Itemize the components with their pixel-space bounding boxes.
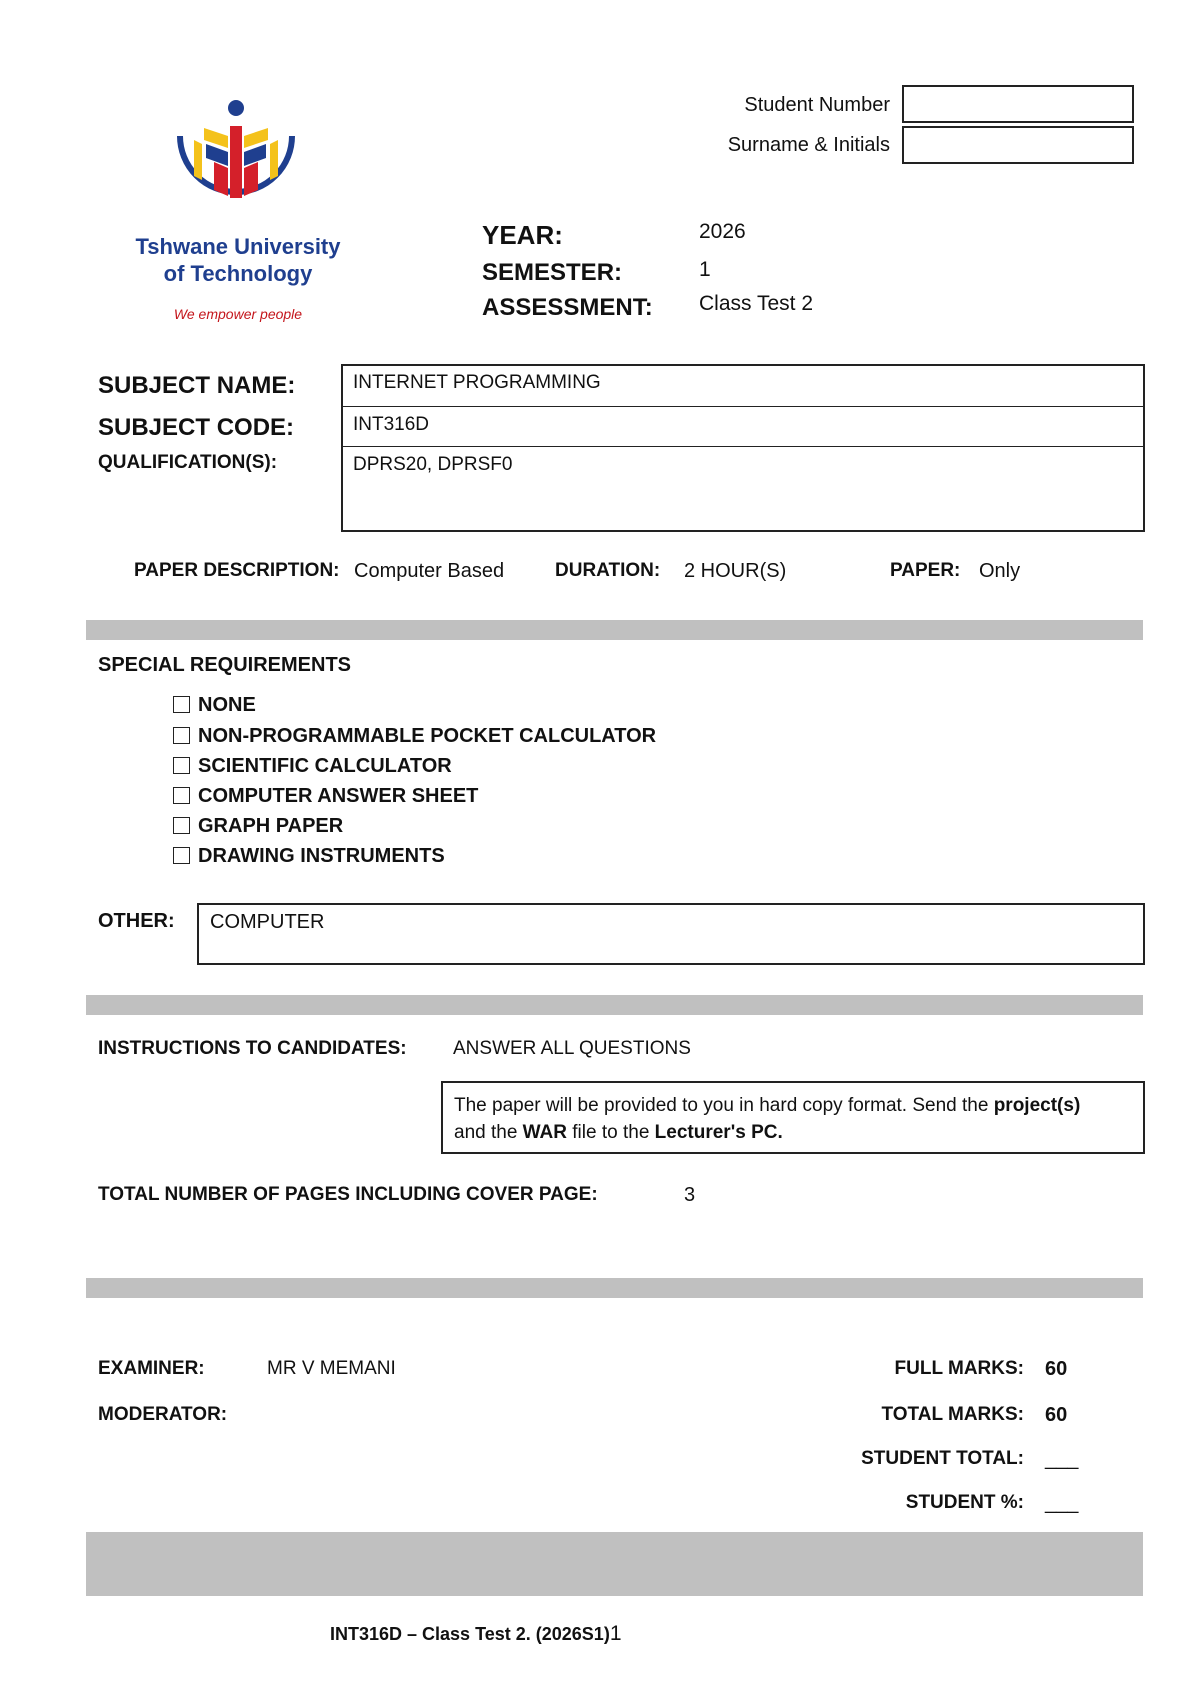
requirement-drawing-instruments[interactable]: DRAWING INSTRUMENTS <box>173 845 445 868</box>
moderator-label: MODERATOR: <box>98 1404 228 1425</box>
student-number-label: Student Number <box>744 94 890 116</box>
checkbox-icon[interactable] <box>173 696 190 713</box>
student-number-field[interactable] <box>902 85 1134 123</box>
assessment-value: Class Test 2 <box>699 292 813 315</box>
year-label: YEAR: <box>482 220 563 250</box>
instructions-label: INSTRUCTIONS TO CANDIDATES: <box>98 1038 407 1059</box>
checkbox-icon[interactable] <box>173 817 190 834</box>
subject-name-value: INTERNET PROGRAMMING <box>353 372 601 393</box>
paper-description-label: PAPER DESCRIPTION: <box>134 560 340 581</box>
divider-bar-1 <box>86 620 1143 640</box>
qualification-label: QUALIFICATION(S): <box>98 452 278 473</box>
checkbox-icon[interactable] <box>173 787 190 804</box>
full-marks-value: 60 <box>1045 1358 1068 1380</box>
paper-value: Only <box>979 560 1021 582</box>
instructions-value: ANSWER ALL QUESTIONS <box>453 1038 691 1059</box>
full-marks-label: FULL MARKS: <box>894 1358 1024 1379</box>
duration-label: DURATION: <box>555 560 661 581</box>
special-requirements-title: SPECIAL REQUIREMENTS <box>98 654 351 676</box>
student-total-label: STUDENT TOTAL: <box>861 1448 1024 1469</box>
year-value: 2026 <box>699 220 746 243</box>
university-logo <box>118 96 358 326</box>
divider-bar-2 <box>86 995 1143 1015</box>
divider-bar-4 <box>86 1532 1143 1596</box>
requirement-graph-paper[interactable]: GRAPH PAPER <box>173 815 343 838</box>
checkbox-icon[interactable] <box>173 727 190 744</box>
qualification-value: DPRS20, DPRSF0 <box>353 454 513 475</box>
requirement-pocket-calculator[interactable]: NON-PROGRAMMABLE POCKET CALCULATOR <box>173 725 656 748</box>
university-emblem-icon <box>166 96 306 226</box>
other-label: OTHER: <box>98 910 175 932</box>
student-total-value[interactable]: ___ <box>1045 1448 1079 1470</box>
divider-bar-3 <box>86 1278 1143 1298</box>
paper-label: PAPER: <box>890 560 961 581</box>
other-field <box>197 903 1145 965</box>
other-value: COMPUTER <box>210 911 325 933</box>
assessment-label: ASSESSMENT: <box>482 294 653 321</box>
subject-table <box>341 364 1145 532</box>
instructions-note-box: The paper will be provided to you in hard copy format. Send the project(s) and the WAR file to the Lecturer's PC. <box>441 1081 1145 1154</box>
semester-value: 1 <box>699 258 711 281</box>
page-footer <box>330 1622 622 1646</box>
student-percent-label: STUDENT %: <box>905 1492 1024 1513</box>
surname-field[interactable] <box>902 126 1134 164</box>
requirement-scientific-calculator[interactable]: SCIENTIFIC CALCULATOR <box>173 755 452 778</box>
checkbox-icon[interactable] <box>173 847 190 864</box>
total-marks-label: TOTAL MARKS: <box>881 1404 1024 1425</box>
total-pages-value: 3 <box>684 1184 696 1206</box>
subject-code-value: INT316D <box>353 414 430 435</box>
page-number: 1 <box>609 1622 622 1645</box>
student-percent-value[interactable]: ___ <box>1045 1492 1079 1514</box>
logo-name-line1: Tshwane University <box>135 234 341 259</box>
subject-code-label: SUBJECT CODE: <box>98 414 295 441</box>
footer-text: INT316D – Class Test 2. (2026S1) <box>330 1624 610 1644</box>
surname-label: Surname & Initials <box>727 134 890 156</box>
total-marks-value: 60 <box>1045 1404 1068 1426</box>
checkbox-icon[interactable] <box>173 757 190 774</box>
requirement-none[interactable]: NONE <box>173 694 256 717</box>
logo-name-line2: of Technology <box>163 261 313 286</box>
duration-value: 2 HOUR(S) <box>684 560 787 582</box>
examiner-value: MR V MEMANI <box>267 1358 396 1379</box>
examiner-label: EXAMINER: <box>98 1358 205 1379</box>
semester-label: SEMESTER: <box>482 259 623 286</box>
paper-description-value: Computer Based <box>354 560 505 582</box>
subject-name-label: SUBJECT NAME: <box>98 372 296 399</box>
logo-tagline: We empower people <box>173 306 303 322</box>
total-pages-label: TOTAL NUMBER OF PAGES INCLUDING COVER PAGE: <box>98 1184 598 1205</box>
requirement-computer-answer-sheet[interactable]: COMPUTER ANSWER SHEET <box>173 785 478 808</box>
